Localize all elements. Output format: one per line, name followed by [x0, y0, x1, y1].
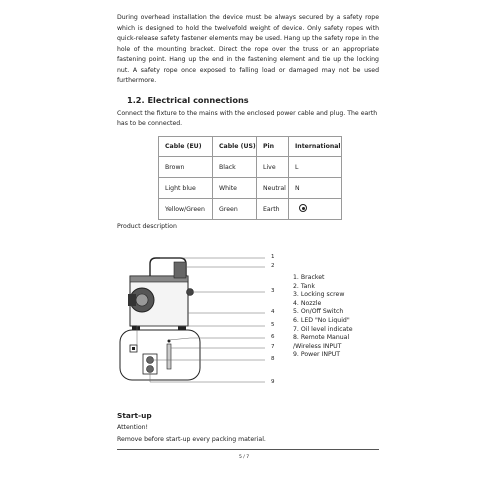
table-cell: White: [213, 178, 257, 199]
legend-item: 6. LED "No Liquid": [293, 316, 350, 324]
callout-number: 7: [271, 344, 275, 350]
callout-number: 8: [271, 356, 275, 362]
legend-item: /Wireless INPUT: [293, 342, 342, 350]
table-cell: Yellow/Green: [159, 199, 213, 220]
parts-legend: [293, 274, 353, 360]
table-row: [159, 178, 342, 199]
legend-item: 9. Power INPUT: [293, 351, 341, 359]
table-cell: Earth: [257, 199, 289, 220]
legend-item: 8. Remote Manual: [293, 334, 350, 342]
tank-shape: [174, 262, 186, 278]
callout-number: 5: [271, 322, 275, 328]
table-row: [159, 199, 342, 220]
legend-item: 7. Oil level indicate: [293, 325, 353, 333]
table-cell-earth: [289, 199, 342, 220]
callout-number: 4: [271, 309, 275, 315]
table-header: Pin: [257, 137, 289, 157]
table-header: Cable (US): [213, 137, 257, 157]
remote-input-shape: [147, 357, 154, 364]
table-header: International: [289, 137, 342, 157]
locking-screw-shape: [187, 289, 194, 296]
callout-number: 2: [271, 263, 275, 269]
page-number: 5 / 7: [239, 455, 250, 460]
table-cell: Brown: [159, 157, 213, 178]
callout-number: 6: [271, 334, 275, 340]
legend-item: 3. Locking screw: [293, 291, 345, 299]
oil-level-indicator: [167, 344, 171, 369]
attention-text: Attention!: [117, 424, 149, 431]
product-diagram: [100, 250, 300, 395]
callout-number: 1: [271, 254, 275, 260]
table-cell: Live: [257, 157, 289, 178]
power-input-shape: [147, 366, 154, 373]
legend-item: 4. Nozzle: [293, 299, 322, 307]
table-cell: Black: [213, 157, 257, 178]
legend-item: 5. On/Off Switch: [293, 308, 344, 316]
back-panel: [120, 330, 200, 380]
section-heading: 1.2. Electrical connections: [127, 95, 249, 105]
table-cell: Green: [213, 199, 257, 220]
legend-item: 2. Tank: [293, 282, 315, 290]
table-header: Cable (EU): [159, 137, 213, 157]
safety-paragraph: During overhead installation the device must be always secured by a safety rope which is designed to hold the twelvefold weight of device. Only safety ropes with quick-release safety fastener elements may be used. Hang up the safety rope in the hole of the mounting bracket. Direct the rope over the truss or an appropriate fastening point. Hang up the end in the fastening element and tie up the locking nut. A safety rope once exposed to falling load or damaged may not be used furthermore.: [117, 14, 379, 84]
table-header-row: [159, 137, 342, 157]
remove-packing-text: Remove before start-up every packing material.: [117, 436, 266, 443]
earth-ground-icon: [299, 204, 307, 212]
table-row: [159, 157, 342, 178]
product-description-label: Product description: [117, 223, 177, 230]
connection-table: [158, 136, 342, 220]
callout-number: 9: [271, 379, 275, 385]
intro-text: Connect the fixture to the mains with the enclosed power cable and plug. The earth has to be connected.: [117, 110, 378, 127]
table-cell: Light blue: [159, 178, 213, 199]
table-cell: N: [289, 178, 342, 199]
footer-divider: [117, 449, 379, 450]
legend-item: 1. Bracket: [293, 274, 325, 281]
table-cell: L: [289, 157, 342, 178]
table-cell: Neutral: [257, 178, 289, 199]
startup-heading: Start-up: [117, 411, 152, 420]
callout-number: 3: [271, 288, 275, 294]
